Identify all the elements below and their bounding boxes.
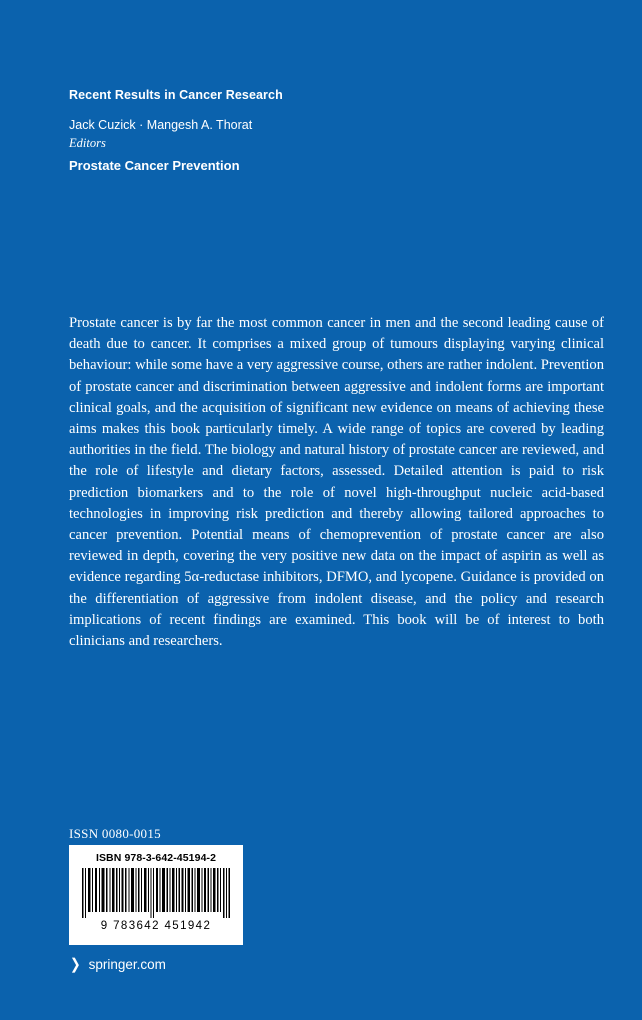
- chevron-right-icon: ❯: [69, 956, 81, 973]
- series-title: Recent Results in Cancer Research: [69, 88, 283, 102]
- barcode-digits: 9 783642 451942: [100, 920, 212, 932]
- isbn-text: ISBN 978-3-642-45194-2: [95, 852, 217, 864]
- editors-label: Editors: [69, 136, 106, 150]
- issn-text: ISSN 0080-0015: [69, 826, 161, 841]
- springer-label: springer.com: [88, 957, 166, 972]
- blurb-text: Prostate cancer is by far the most common cancer in men and the second leading cause of death due to cancer. It comprises a mixed group of tumours displaying varying clinical behaviour: while some have a very aggressive course, others are rather indolent. Prevention of prostate cancer and discrimination between aggressive and indolent forms are important clinical goals, and the acquisition of significant new evidence on means of achieving these aims makes this book particularly timely. A wide range of topics are covered by leading authorities in the field. The biology and natural history of prostate cancer are reviewed, and the role of lifestyle and dietary factors, assessed. Detailed attention is paid to risk prediction biomarkers and to the role of novel high-throughput nucleic acid-based technologies in improving risk prediction and thereby allowing tailored approaches to cancer prevention. Potential means of chemoprevention of prostate cancer are also reviewed in depth, covering the very positive new data on the impact of aspirin as well as evidence regarding 5α-reductase inhibitors, DFMO, and lycopene. Guidance is provided on the differentiation of aggressive from indolent disease, and the policy and research implications of recent findings are examined. This book will be of interest to both clinicians and researchers.: [69, 315, 604, 650]
- barcode-icon: [81, 868, 231, 918]
- isbn-barcode-box: [69, 845, 243, 945]
- book-title: Prostate Cancer Prevention: [69, 158, 240, 173]
- editors-names: Jack Cuzick · Mangesh A. Thorat: [69, 118, 253, 132]
- springer-link[interactable]: [69, 957, 166, 972]
- header-block: [69, 88, 569, 173]
